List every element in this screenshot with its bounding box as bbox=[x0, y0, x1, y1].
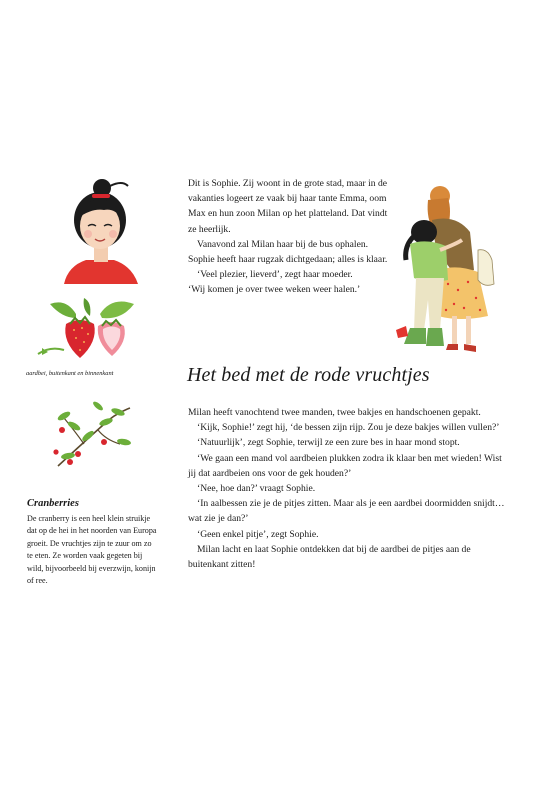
hug-scene-illustration bbox=[396, 180, 506, 358]
story-paragraph: ‘Nee, hoe dan?’ vraagt Sophie. bbox=[197, 483, 316, 495]
cranberry-heading: Cranberries bbox=[27, 498, 79, 509]
sophie-portrait-illustration bbox=[58, 178, 142, 286]
strawberries-illustration bbox=[36, 296, 142, 364]
story-paragraph: ‘Natuurlijk’, zegt Sophie, terwijl ze een zure bes in haar mond stopt. bbox=[197, 437, 460, 449]
story-paragraph: Milan heeft vanochtend twee manden, twee bakjes en handschoenen gepakt. bbox=[188, 407, 481, 418]
intro-paragraph: Dit is Sophie. Zij woont in de grote stad, maar in de vakanties logeert ze vaak bij haar tante Emma, oom Max en hun zoon Milan op het platteland. Dat vindt ze heerlijk. bbox=[188, 178, 388, 235]
intro-paragraph: Vanavond zal Milan haar bij de bus ophalen. Sophie heeft haar rugzak dichtgedaan; alles is klaar. bbox=[188, 238, 388, 266]
story-paragraph: ‘We gaan een mand vol aardbeien plukken zodra ik klaar ben met wieden! Wist jij dat aardbeien ons voor de gek houden?’ bbox=[188, 452, 502, 479]
strawberry-caption: aardbei, buitenkant en binnenkant bbox=[26, 370, 114, 377]
story-paragraph: ‘Geen enkel pitje’, zegt Sophie. bbox=[197, 528, 319, 540]
cranberry-text: De cranberry is een heel klein struikje dat op de hei in het noorden van Europa groeit. De vruchtjes zijn te zuur om zo te eten. Ze worden vaak gegeten bij wild, bijvoorbeeld bij everzwijn, konijn of ree. bbox=[27, 514, 157, 586]
intro-paragraph: ‘Wij komen je over twee weken weer halen.’ bbox=[188, 284, 361, 296]
intro-paragraph: ‘Veel plezier, lieverd’, zegt haar moeder. bbox=[197, 269, 353, 281]
story-text bbox=[188, 405, 510, 572]
intro-text bbox=[188, 176, 388, 298]
cranberry-branch-illustration bbox=[44, 396, 136, 472]
story-paragraph: ‘In aalbessen zie je de pitjes zitten. Maar als je een aardbei doormidden snijdt… wat zie je dan?’ bbox=[188, 498, 505, 525]
story-paragraph: ‘Kijk, Sophie!’ zegt hij, ‘de bessen zijn rijp. Zou je deze bakjes willen vullen?’ bbox=[197, 422, 500, 434]
story-paragraph: Milan lacht en laat Sophie ontdekken dat bij de aardbei de pitjes aan de buitenkant zitten! bbox=[188, 543, 471, 571]
story-title: Het bed met de rode vruchtjes bbox=[187, 364, 430, 386]
